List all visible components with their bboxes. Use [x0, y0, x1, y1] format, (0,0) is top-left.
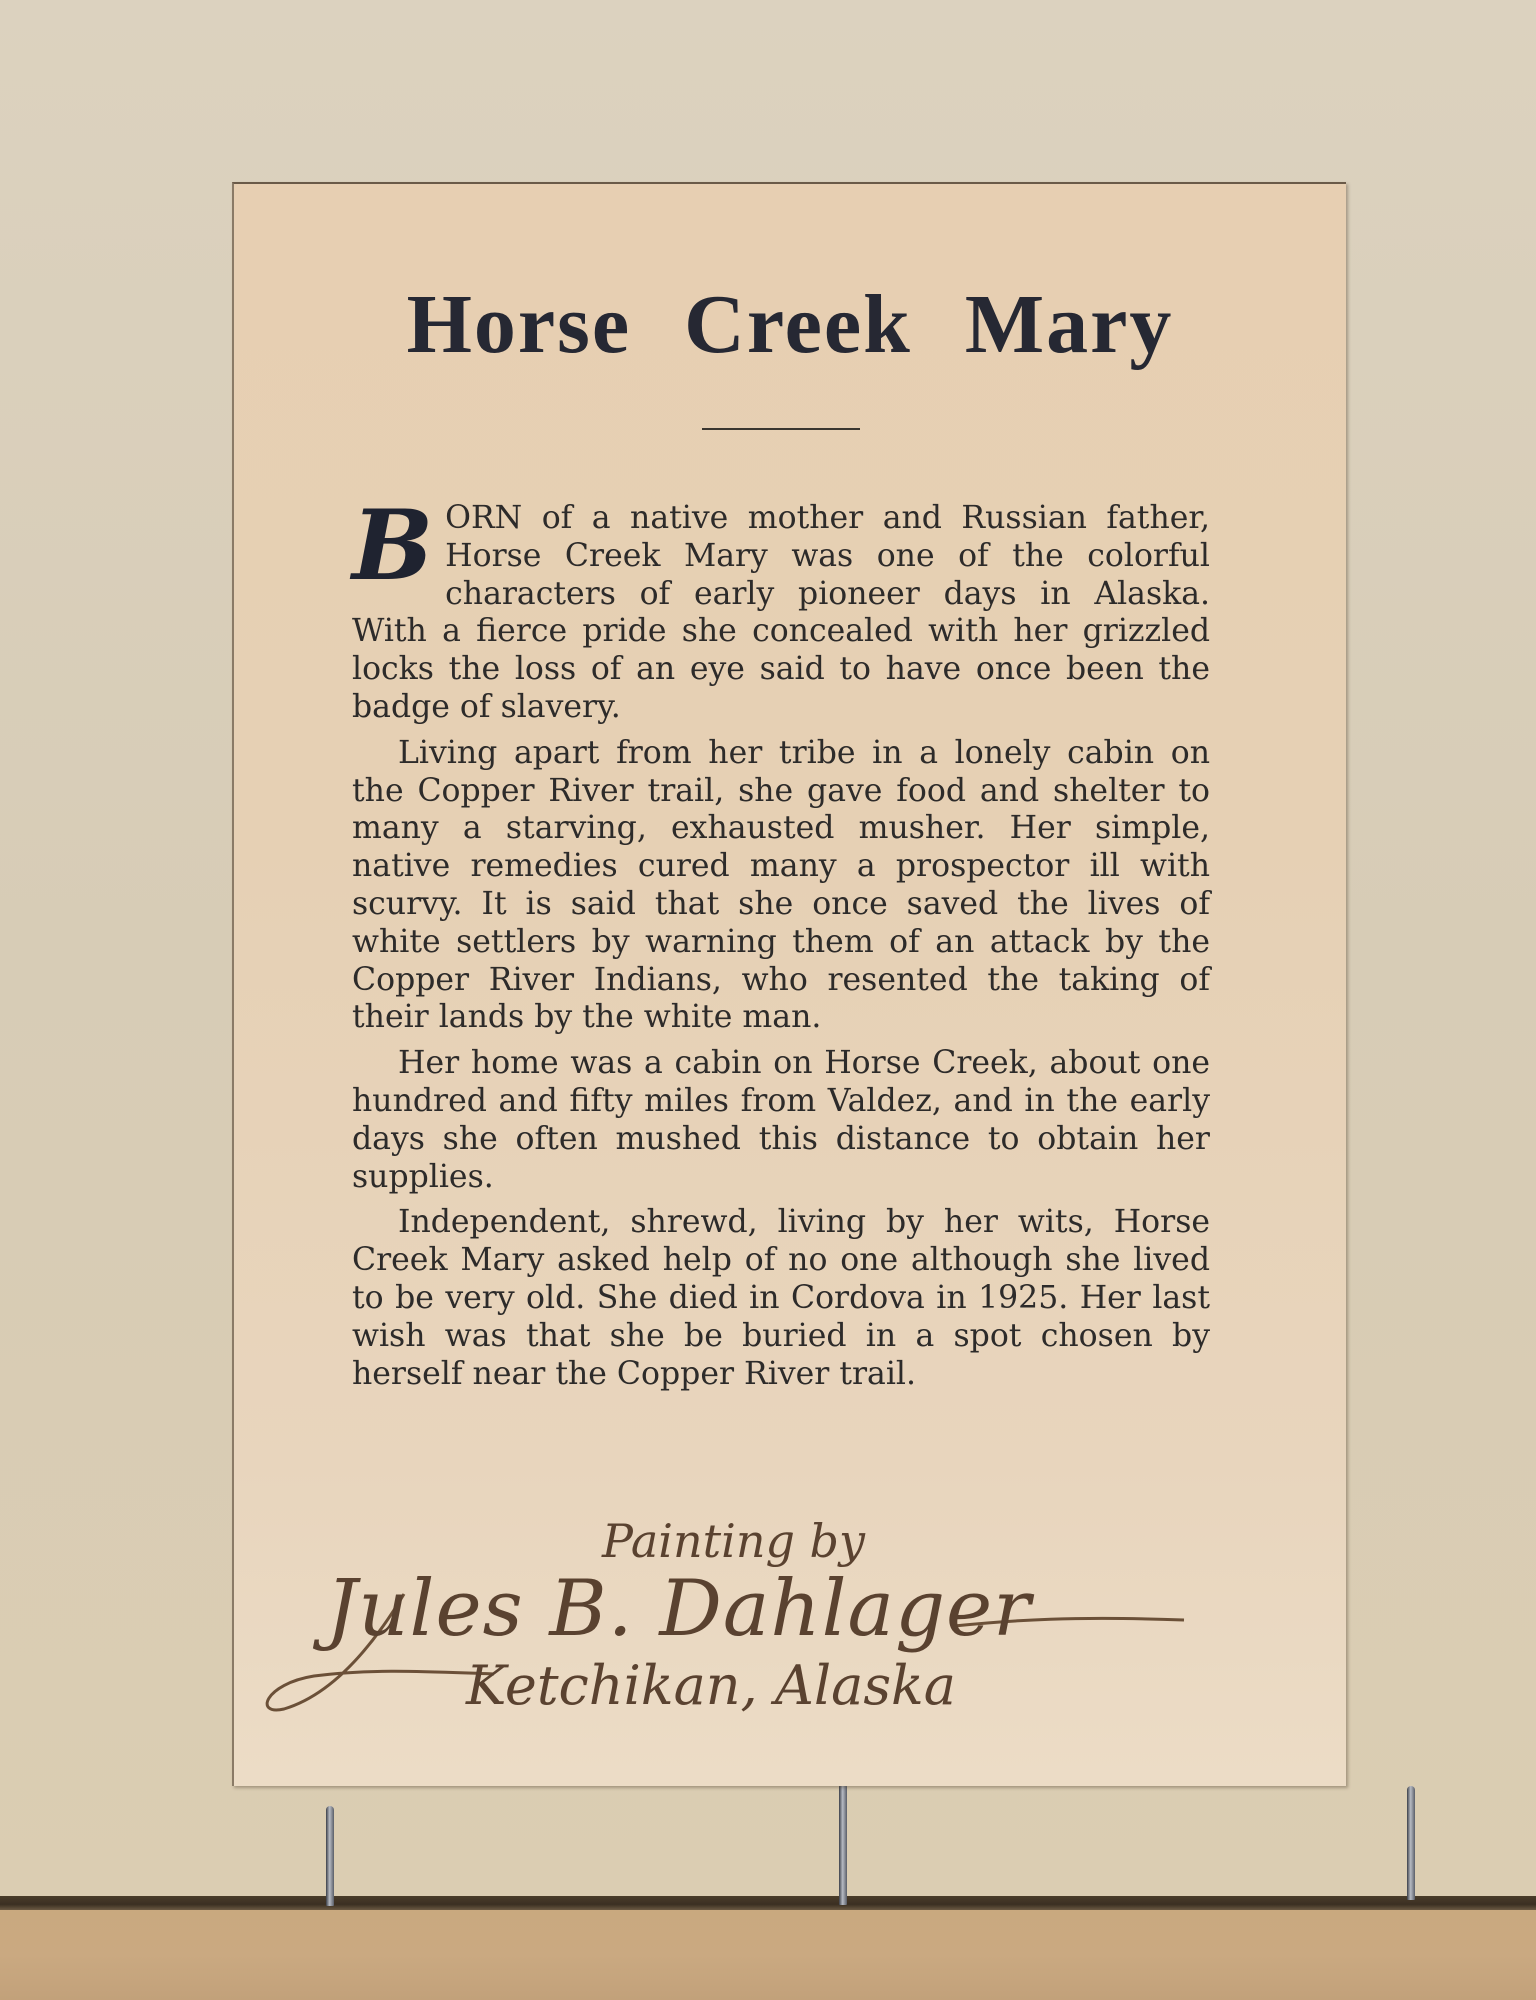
- paragraph-3: Her home was a cabin on Horse Creek, about one hundred and fifty miles from Valdez, and in the early days she often mushed this distance to obtain her supplies.: [352, 1045, 1210, 1195]
- signature-caption: Painting by: [602, 1514, 865, 1568]
- paragraph-2: Living apart from her tribe in a lonely cabin on the Copper River trail, she gave food and shelter to many a starving, exhausted musher. Her simple, native remedies cured many a prospector ill with scurvy. It is said that she once saved the lives of white settlers by warning them of an attack by the Copper River Indians, who resented the taking of their lands by the white man.: [352, 734, 1210, 1036]
- backing-board-edge: [0, 1896, 1536, 1910]
- title-divider: [702, 428, 860, 430]
- drop-cap: B: [352, 489, 434, 602]
- card-title: Horse Creek Mary: [406, 278, 1174, 371]
- document-card: [232, 182, 1346, 1786]
- card-body: [352, 489, 1210, 1401]
- signature-location: Ketchikan, Alaska: [466, 1654, 956, 1717]
- signature-artist-name: Jules B. Dahlager: [326, 1564, 1032, 1654]
- paragraph-1-text: ORN of a native mother and Russian father, Horse Creek Mary was one of the colorful characters of early pioneer days in Alaska. With a fierce pride she concealed with her grizzled locks the loss of an eye said to have once been the badge of slavery.: [352, 500, 1210, 725]
- nail-icon: [1407, 1786, 1415, 1900]
- paragraph-1: [352, 489, 1210, 727]
- nail-icon: [839, 1783, 847, 1905]
- table-surface: [0, 1910, 1536, 2000]
- nail-icon: [326, 1806, 334, 1906]
- paragraph-4: Independent, shrewd, living by her wits, Horse Creek Mary asked help of no one although she lived to be very old. She died in Cordova in 1925. Her last wish was that she be buried in a spot chosen by herself near the Copper River trail.: [352, 1204, 1210, 1392]
